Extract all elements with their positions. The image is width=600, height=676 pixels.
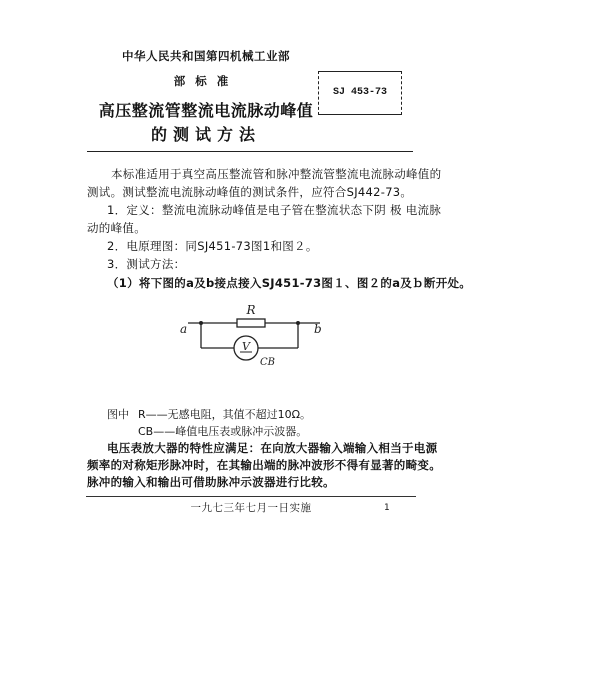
item3-sub1-line: （1）将下图的a及b接点接入SJ451-73图１、图２的a及ｂ断开处。: [107, 276, 472, 290]
item3-line: 3．测试方法：: [107, 257, 186, 271]
standard-code-box: SJ 453-73: [318, 71, 402, 115]
legend-heading: 图中: [107, 408, 129, 421]
page-number: 1: [384, 503, 390, 513]
resistor-label: R: [246, 303, 256, 317]
intro-line-1: 本标准适用于真空高压整流管和脉冲整流管整流电流脉动峰值的: [111, 167, 442, 181]
voltmeter-letter: V: [242, 340, 250, 353]
node-dot-right: [296, 321, 300, 325]
requirement-line-3: 脉冲的输入和输出可借助脉冲示波器进行比较。: [87, 475, 335, 489]
node-b-label: b: [314, 322, 322, 336]
document-title-line1: 高压整流管整流电流脉动峰值: [98, 101, 314, 120]
requirement-line-1: 电压表放大器的特性应满足：在向放大器输入端输入相当于电源: [107, 441, 438, 455]
meter-label: CB: [260, 357, 275, 368]
legend-r-line: R——无感电阻，其值不超过10Ω。: [138, 408, 312, 421]
node-dot-left: [199, 321, 203, 325]
node-a-label: a: [180, 322, 188, 336]
footer-divider: [86, 496, 416, 497]
item1-line-2: 动的峰值。: [87, 221, 146, 235]
legend-cb-line: CB——峰值电压表或脉冲示波器。: [138, 425, 308, 438]
document-title-line2: 的测试方法: [150, 125, 261, 144]
resistor-symbol: [237, 319, 265, 327]
item2-line: 2．电原理图：同SJ451-73图1和图２。: [107, 239, 318, 253]
item1-line-1: 1．定义：整流电流脉动峰值是电子管在整流状态下阴 极 电流脉: [107, 203, 442, 217]
standard-kind: 部标准: [173, 74, 239, 88]
requirement-line-2: 频率的对称矩形脉冲时，在其输出端的脉冲波形不得有显著的畸变。: [87, 458, 441, 472]
circuit-diagram: [174, 302, 334, 382]
ministry-name: 中华人民共和国第四机械工业部: [122, 49, 290, 63]
header-divider: [87, 151, 413, 152]
effective-date: 一九七三年七月一日实施: [190, 502, 312, 514]
intro-line-2: 测试。测试整流电流脉动峰值的测试条件，应符合SJ442-73。: [87, 185, 413, 199]
